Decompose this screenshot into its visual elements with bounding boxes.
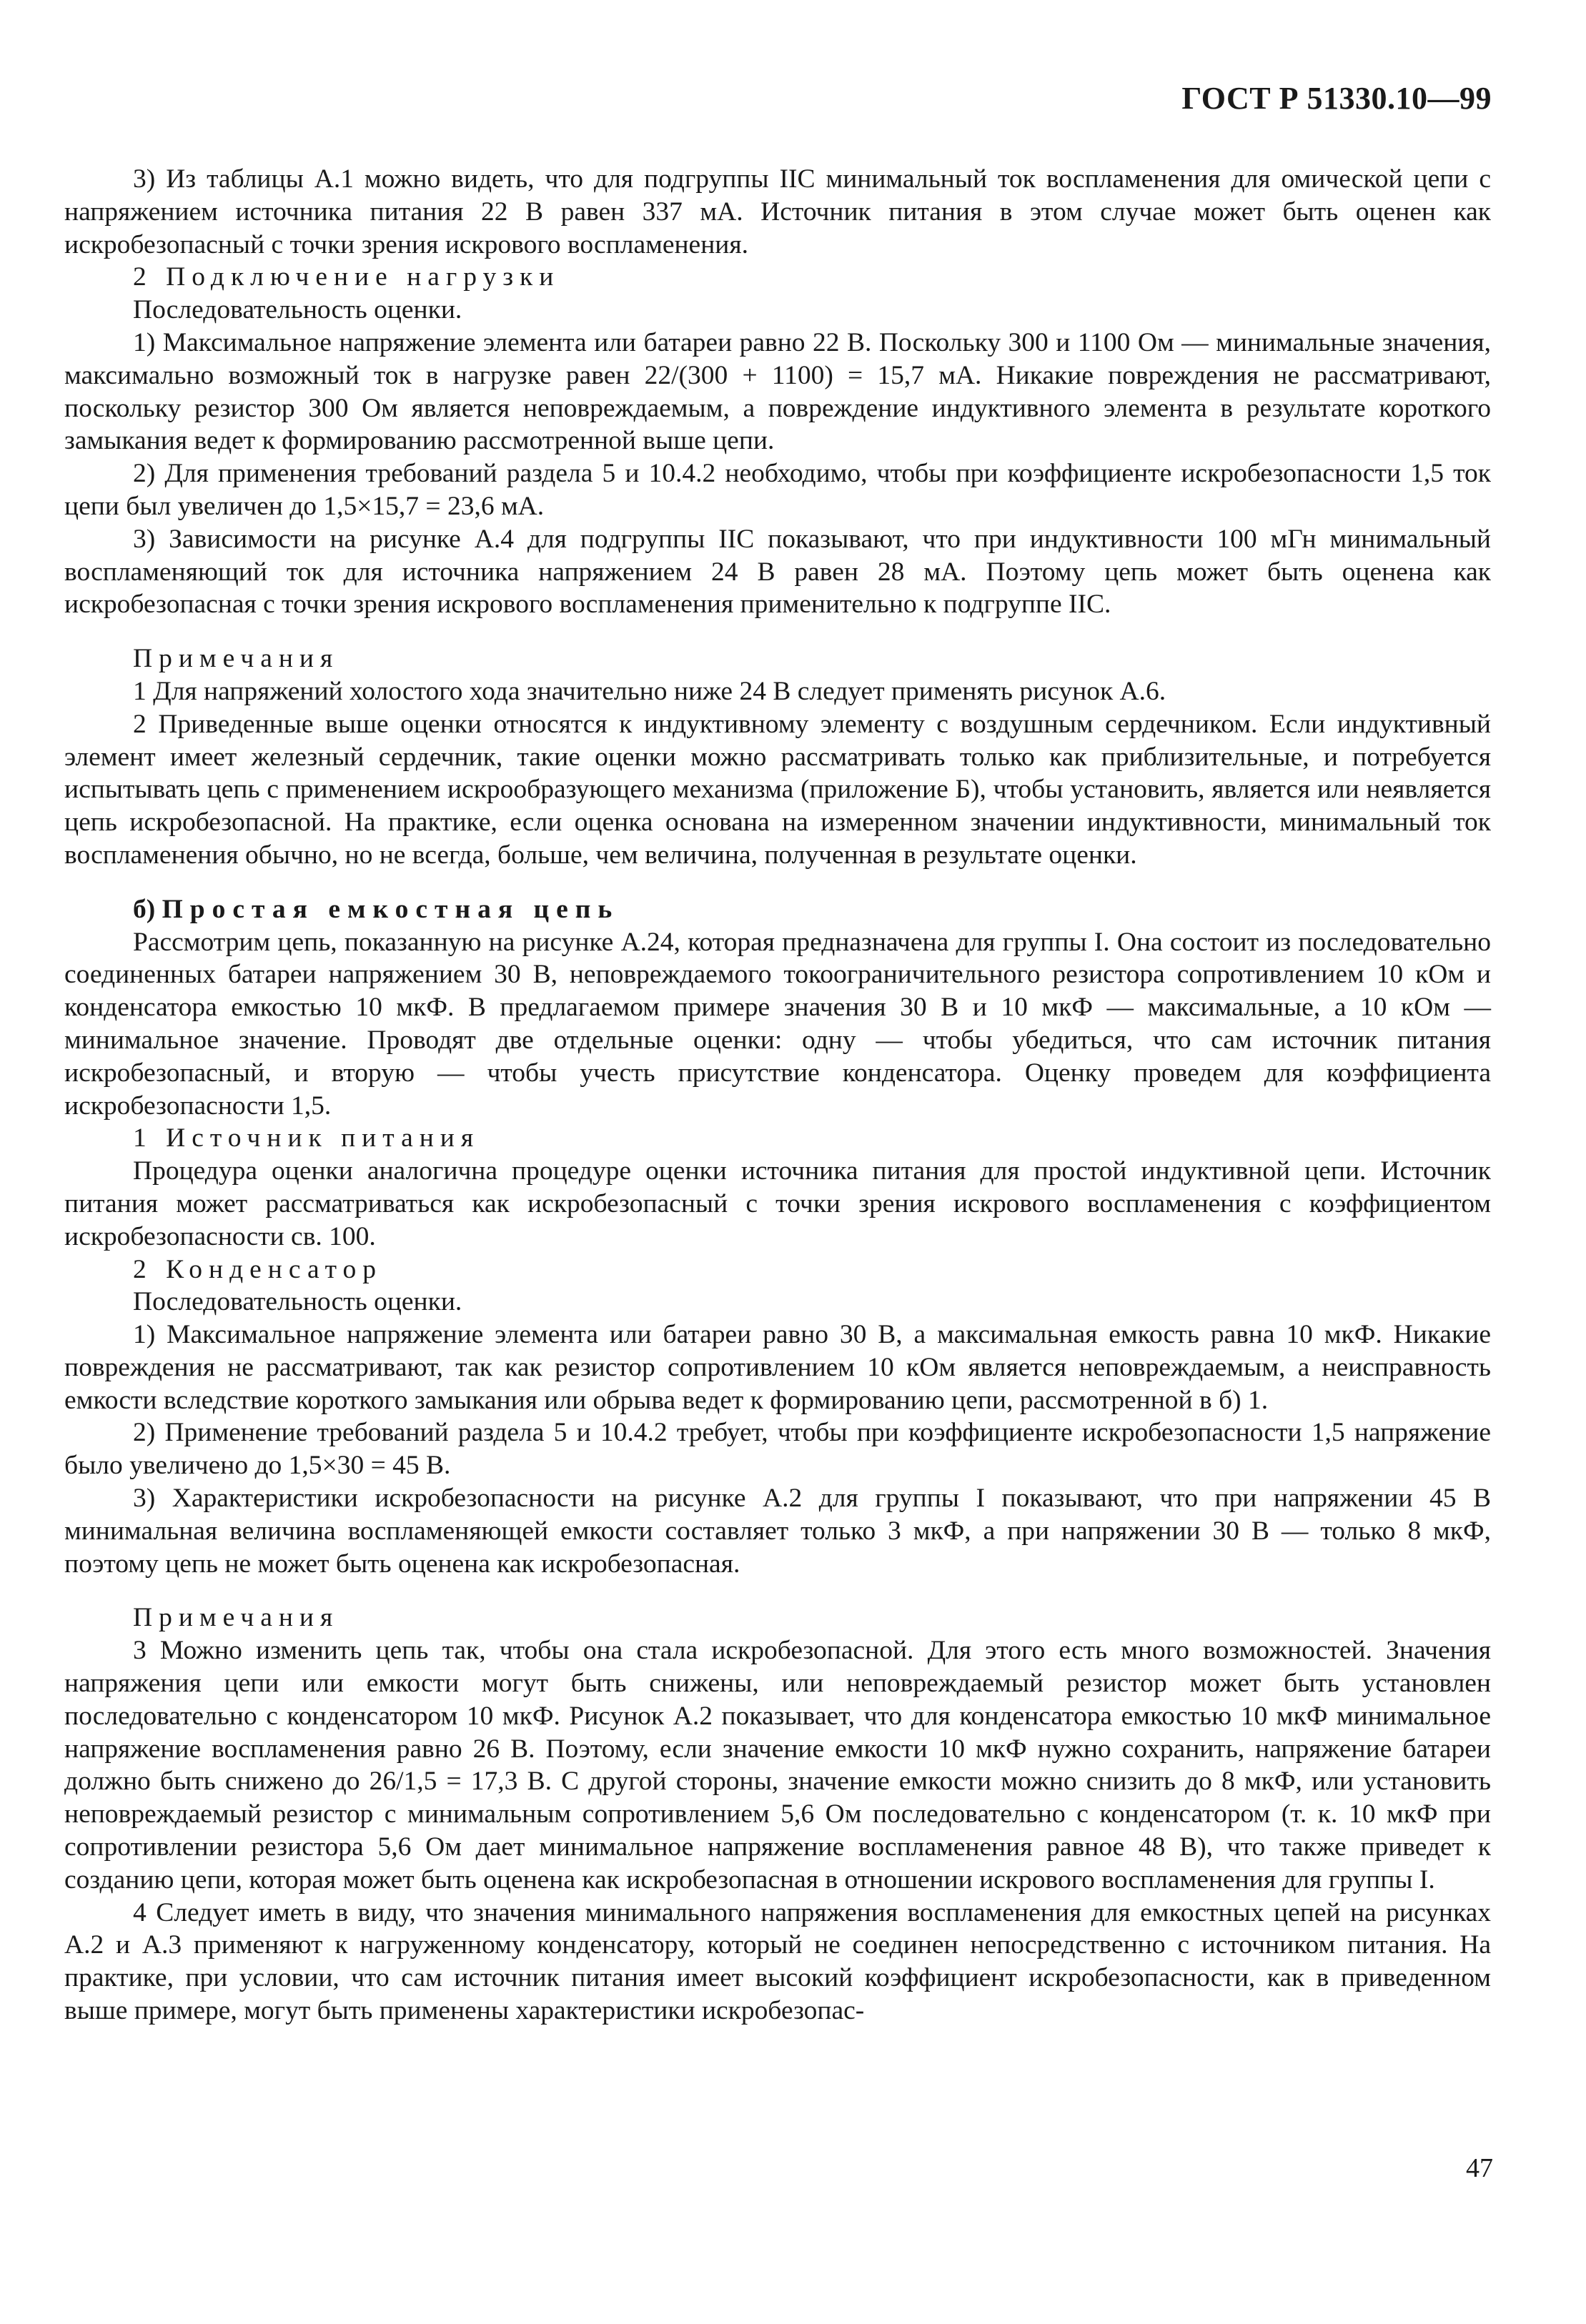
paragraph: 1 Для напряжений холостого хода значительно ниже 24 В следует применять рисунок А.6. [133,676,1166,706]
paragraph: 1) Максимальное напряжение элемента или батареи равно 22 В. Поскольку 300 и 1100 Ом — минимальные значения, максимально возможный ток в нагрузке равен 22/(300 + 1100) = 15,7 мА. Никакие повреждения не рассматривают, поскольку резистор 300 Ом является неповреждаемым, а повреждение индуктивного элемента в результате короткого замыкания ведет к формированию рассмотренной выше цепи. [64,327,1491,456]
section-heading: 2 Конденсатор [133,1254,383,1284]
document-body [64,163,1491,2027]
section-heading: б) Простая емкостная цепь [133,894,620,924]
section-heading: 2 Подключение нагрузки [133,262,560,292]
paragraph: 2) Применение требований раздела 5 и 10.4.2 требует, чтобы при коэффициенте искробезопасности 1,5 напряжение было увеличено до 1,5×30 = 45 В. [64,1418,1491,1481]
section-heading: Примечания [133,1603,339,1633]
paragraph: 3) Характеристики искробезопасности на рисунке А.2 для группы I показывают, что при напряжении 45 В минимальная величина воспламеняющей емкости составляет только 3 мкФ, а при напряжении 30 В — только 8 мкФ, поэтому цепь не может быть оценена как искробезопасная. [64,1484,1491,1579]
section-heading: 1 Источник питания [133,1123,480,1153]
paragraph: 2) Для применения требований раздела 5 и 10.4.2 необходимо, чтобы при коэффициенте искробезопасности 1,5 ток цепи был увеличен до 1,5×15,7 = 23,6 мА. [64,459,1491,521]
paragraph: 3) Зависимости на рисунке А.4 для подгруппы IIC показывают, что при индуктивности 100 мГн минимальный воспламеняющий ток для источника напряжением 24 В равен 28 мА. Поэтому цепь может быть оценена как искробезопасная с точки зрения искрового воспламенения применительно к подгруппе IIC. [64,524,1491,620]
paragraph: 3 Можно изменить цепь так, чтобы она стала искробезопасной. Для этого есть много возможностей. Значения напряжения цепи или емкости могут быть снижены, или неповреждаемый резистор может быть установлен последовательно с конденсатором 10 мкФ. Рисунок А.2 показывает, что для конденсатора емкостью 10 мкФ минимальное напряжение воспламенения равно 26 В. Поэтому, если значение емкости 10 мкФ нужно сохранить, напряжение батареи должно быть снижено до 26/1,5 = 17,3 В. С другой стороны, значение емкости можно снизить до 8 мкФ, или установить неповреждаемый резистор с минимальным сопротивлением 5,6 Ом последовательно с конденсатором (т. к. 10 мкФ при сопротивлении резистора 5,6 Ом дает минимальное напряжение воспламенения равное 48 В), что также приведет к созданию цепи, которая может быть оценена как искробезопасная в отношении искрового воспламенения для группы I. [64,1636,1491,1895]
paragraph: 3) Из таблицы А.1 можно видеть, что для подгруппы IIC минимальный ток воспламенения для омической цепи с напряжением источника питания 22 В равен 337 мА. Источник питания в этом случае может быть оценен как искробезопасный с точки зрения искрового воспламенения. [64,164,1491,259]
document-code-header: ГОСТ Р 51330.10—99 [1181,81,1492,116]
paragraph: 2 Приведенные выше оценки относятся к индуктивному элементу с воздушным сердечником. Если индуктивный элемент имеет железный сердечник, такие оценки можно рассматривать только как приблизительные, и потребуется испытывать цепь с применением искрообразующего механизма (приложение Б), чтобы установить, является или неявляется цепь искробезопасной. На практике, если оценка основана на измеренном значении индуктивности, минимальный ток воспламенения обычно, но не всегда, больше, чем величина, полученная в результате оценки. [64,709,1491,870]
paragraph: Процедура оценки аналогична процедуре оценки источника питания для простой индуктивной цепи. Источник питания может рассматриваться как искробезопасный с точки зрения искрового воспламенения с коэффициентом искробезопасности св. 100. [64,1156,1491,1251]
paragraph: 1) Максимальное напряжение элемента или батареи равно 30 В, а максимальная емкость равна 10 мкФ. Никакие повреждения не рассматривают, так как резистор сопротивлением 10 кОм является неповреждаемым, а неисправность емкости вследствие короткого замыкания или обрыва ведет к формированию цепи, рассмотренной в б) 1. [64,1320,1491,1415]
page-number: 47 [1466,2153,1493,2183]
paragraph: Последовательность оценки. [133,295,462,325]
paragraph: Рассмотрим цепь, показанную на рисунке А.24, которая предназначена для группы I. Она состоит из последовательно соединенных батареи напряжением 30 В, неповреждаемого токоограничительного резистора сопротивлением 10 кОм и конденсатора емкостью 10 мкФ. В предлагаемом примере значения 30 В и 10 мкФ — максимальные, а 10 кОм — минимальное значение. Проводят две отдельные оценки: одну — чтобы убедиться, что сам источник питания искробезопасный, и вторую — чтобы учесть присутствие конденсатора. Оценку проведем для коэффициента искробезопасности 1,5. [64,927,1491,1121]
paragraph: 4 Следует иметь в виду, что значения минимального напряжения воспламенения для емкостных цепей на рисунках А.2 и А.3 применяют к нагруженному конденсатору, который не соединен непосредственно с источником питания. На практике, при условии, что сам источник питания имеет высокий коэффициент искробезопасности, как в приведенном выше примере, могут быть применены характеристики искробезопас- [64,1897,1491,2026]
paragraph: Последовательность оценки. [133,1287,462,1317]
section-heading: Примечания [133,644,339,674]
